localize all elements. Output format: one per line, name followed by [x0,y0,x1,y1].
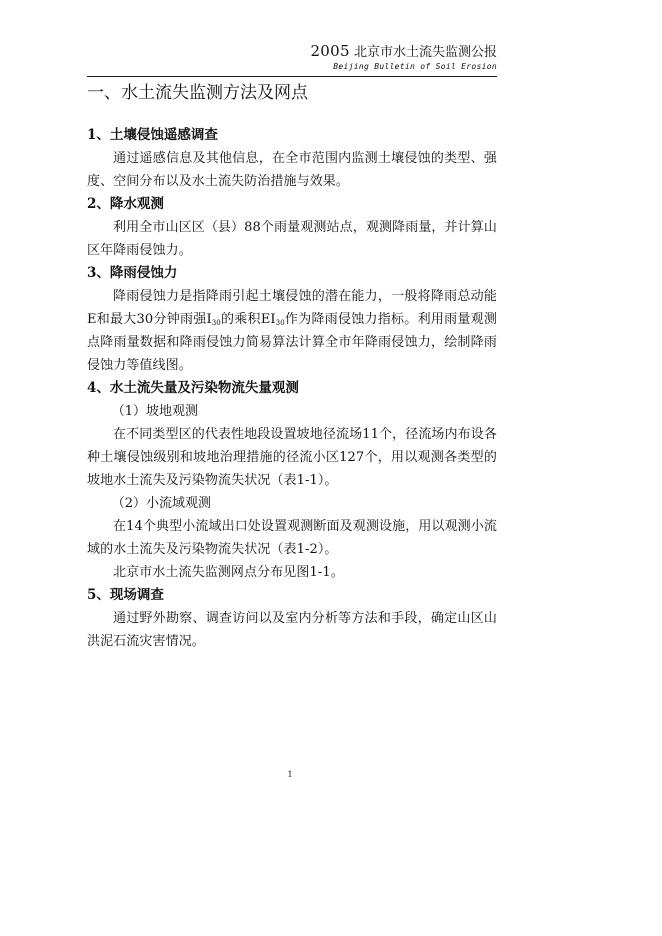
heading-precipitation: 2、降水观测 [87,196,164,212]
para-watershed: 在14个典型小流域出口处设置观测断面及观测设施，用以观测小流域的水土流失及污染物流失状况（表1-2）。 [87,519,497,557]
para-erosivity-text-1: 降雨侵蚀力是指降雨引起土壤侵蚀的潜在能力，一般将降雨总动能E和最大30分钟雨强I [87,289,497,327]
heading-remote-sensing: 1、土壤侵蚀遥感调查 [87,127,218,143]
heading-erosivity: 3、降雨侵蚀力 [87,265,178,281]
subscript-30-a: 30 [211,319,221,327]
header-year: 2005 [310,42,350,60]
para-remote-sensing: 通过遥感信息及其他信息，在全市范围内监测土壤侵蚀的类型、强度、空间分布以及水土流失防治措施与效果。 [87,151,497,189]
subheading-watershed: （2）小流域观测 [111,496,211,511]
document-body [87,76,497,653]
subheading-slope: （1）坡地观测 [111,404,198,419]
para-slope: 在不同类型区的代表性地段设置坡地径流场11个，径流场内布设各种土壤侵蚀级别和坡地治理措施的径流小区127个，用以观测各类型的坡地水土流失及污染物流失状况（表1-1）。 [87,427,497,488]
para-erosivity-text-2: 的乘积EI [220,312,276,327]
page-number: 1 [287,770,293,779]
para-precipitation: 利用全市山区区（县）88个雨量观测站点，观测降雨量，并计算山区年降雨侵蚀力。 [87,220,497,258]
para-field-survey: 通过野外勘察、调查访问以及室内分析等方法和手段，确定山区山洪泥石流灾害情况。 [87,611,497,649]
subscript-30-b: 30 [275,319,285,327]
section-title: 一、水土流失监测方法及网点 [87,83,308,103]
para-erosivity-text-3: 作为降雨侵蚀力指标。利用雨量观测点降雨量数据和降雨侵蚀力简易算法计算全市年降雨侵蚀力，绘制降雨侵蚀力等值线图。 [87,312,497,373]
para-network-note: 北京市水土流失监测网点分布见图1-1。 [113,565,344,580]
heading-loss-observation: 4、水土流失量及污染物流失量观测 [87,380,299,396]
heading-field-survey: 5、现场调查 [87,587,164,603]
para-erosivity [87,285,497,377]
header-title: 北京市水土流失监测公报 [353,45,497,60]
header-subtitle: Beijing Bulletin of Soil Erosion [333,62,497,71]
header-title-line [310,41,497,60]
